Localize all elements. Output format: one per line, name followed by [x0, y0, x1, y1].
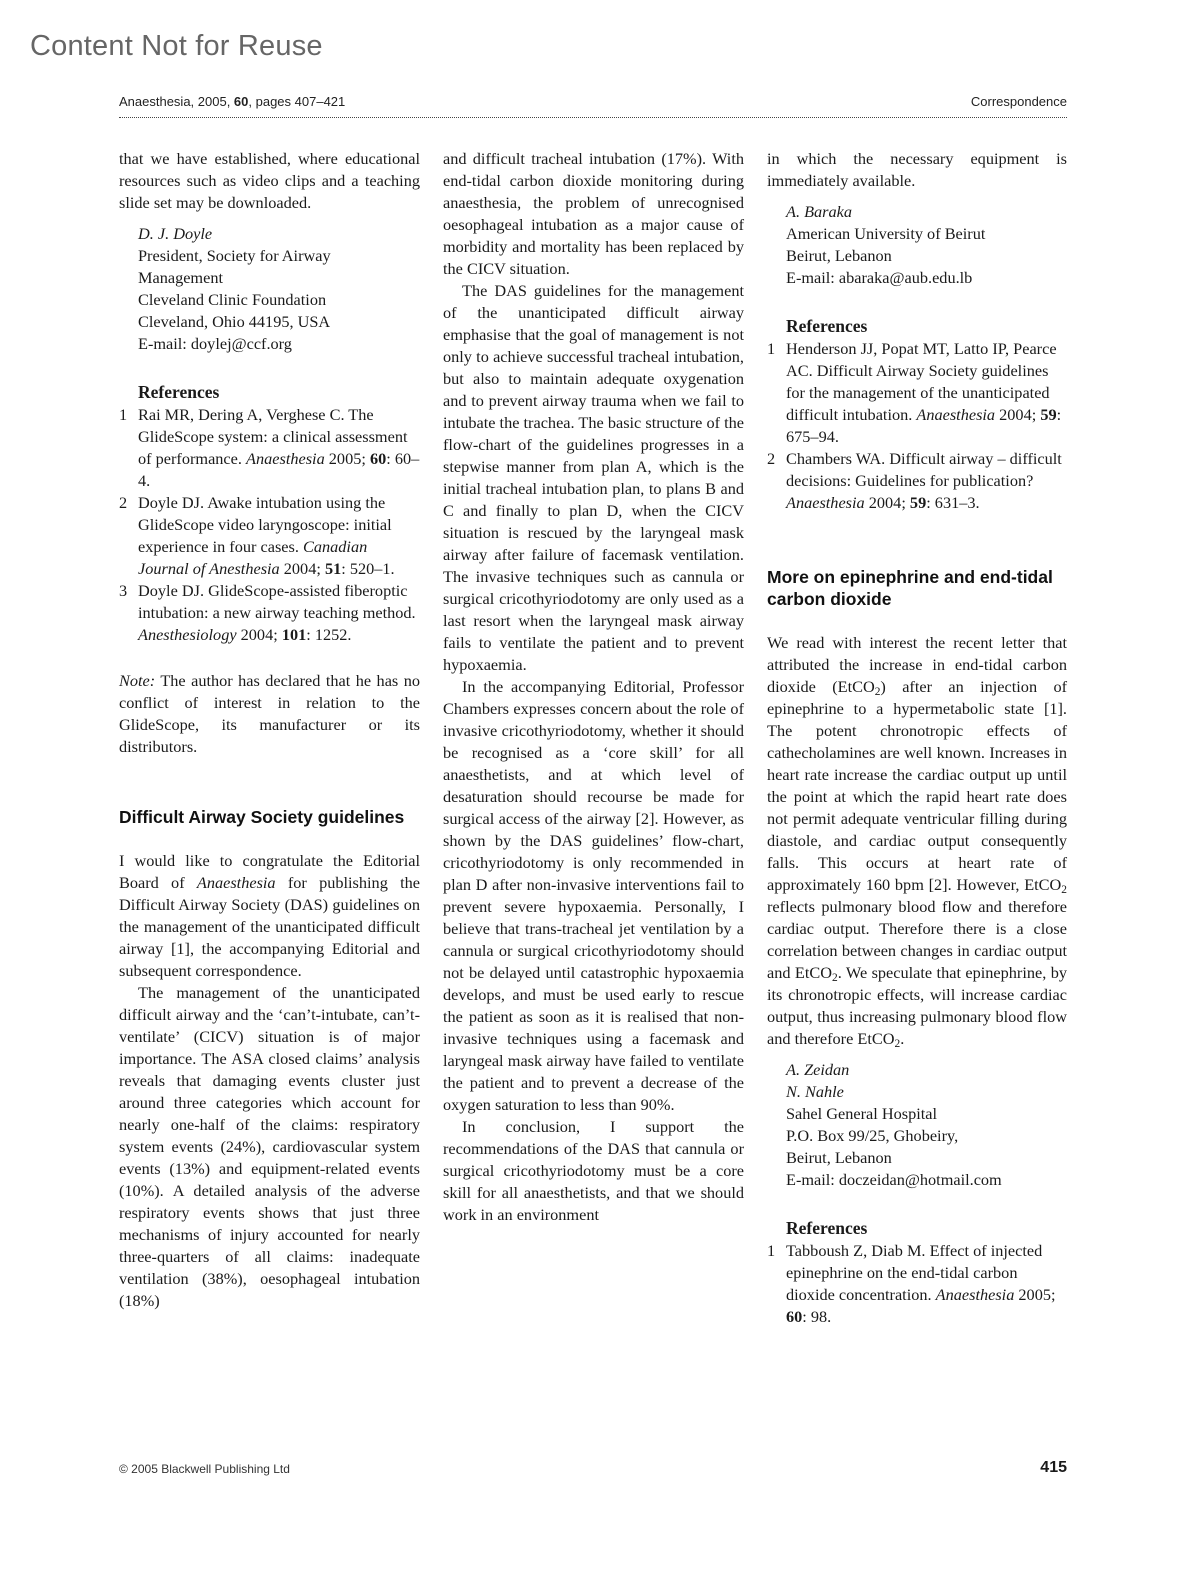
signature-doyle [138, 223, 420, 355]
body-paragraph: In the accompanying Editorial, Professor Chambers expresses concern about the role of invasive cricothyriodotomy, whether it should be recognised as a ‘core skill’ for all anaesthetists, and at which level of desaturation should recourse be made for surgical access of the airway [2]. However, as shown by the DAS guidelines’ flow-chart, cricothyriodotomy is only recommended in plan D after non-invasive interventions fail to prevent severe hypoxaemia. Personally, I believe that trans-tracheal jet ventilation by a cannula or surgical cricothyriodotomy should not be delayed until catastrophic hypoxaemia develops, and must be used early to rescue the patient as soon as it is realised that non-invasive techniques using a facemask and laryngeal mask airway have failed to ventilate the patient and to prevent a decrease of the oxygen saturation to less than 90%. [443, 677, 744, 1114]
reference-item: 1 Rai MR, Dering A, Verghese C. The GlideScope system: a clinical assessment of performance. Anaesthesia 2005; 60: 60–4. [119, 405, 420, 490]
watermark: Content Not for Reuse [30, 30, 323, 62]
affiliation-line: Cleveland Clinic Foundation [138, 290, 327, 309]
affiliation-line: Sahel General Hospital [786, 1104, 938, 1123]
references-heading: References [138, 382, 220, 402]
copyright-footer: © 2005 Blackwell Publishing Ltd [119, 1462, 290, 1476]
affiliation-line: Management [138, 268, 223, 287]
column-2 [443, 148, 744, 1226]
article-title: Difficult Airway Society guidelines [119, 807, 405, 827]
column-1 [119, 148, 420, 1312]
reference-item: 1 Henderson JJ, Popat MT, Latto IP, Pearce AC. Difficult Airway Society guidelines for the management of the unanticipated difficult intubation. Anaesthesia 2004; 59: 675–94. [767, 339, 1062, 446]
body-paragraph: in which the necessary equipment is immediately available. [767, 149, 1067, 190]
affiliation-line: Cleveland, Ohio 44195, USA [138, 312, 331, 331]
author-name: A. Zeidan [786, 1060, 850, 1079]
author-name: A. Baraka [786, 202, 853, 221]
references-heading: References [786, 316, 868, 336]
journal-citation: Anaesthesia, 2005, 60, pages 407–421 [119, 94, 346, 109]
affiliation-line: American University of Beirut [786, 224, 986, 243]
affiliation-line: President, Society for Airway [138, 246, 331, 265]
reference-item: 3 Doyle DJ. GlideScope-assisted fiberoptic intubation: a new airway teaching method. Anesthesiology 2004; 101: 1252. [119, 581, 416, 644]
header-rule [119, 117, 1067, 118]
body-paragraph: In conclusion, I support the recommendations of the DAS that cannula or surgical cricothyriodotomy must be a core skill for all anaesthetists, and that we should work in an environment [443, 1117, 744, 1224]
body-paragraph: I would like to congratulate the Editorial Board of Anaesthesia for publishing the Difficult Airway Society (DAS) guidelines on the management of the unanticipated difficult airway [1], the accompanying Editorial and subsequent correspondence. [119, 851, 420, 980]
signature-baraka [786, 201, 1067, 289]
article-title: More on epinephrine and end-tidal carbon dioxide [767, 567, 1053, 609]
references-heading: References [786, 1218, 868, 1238]
body-paragraph: and difficult tracheal intubation (17%). With end-tidal carbon dioxide monitoring during anaesthesia, the problem of unrecognised oesophageal intubation as a major cause of morbidity and mortality has been replaced by the CICV situation. [443, 149, 744, 278]
running-head [119, 94, 1067, 116]
author-name: N. Nahle [786, 1082, 844, 1101]
email-line: E-mail: doylej@ccf.org [138, 334, 292, 353]
body-paragraph: The DAS guidelines for the management of the unanticipated difficult airway emphasise that the goal of management is not only to achieve successful tracheal intubation, but also to maintain adequate oxygenation and to prevent airway trauma when we fail to intubate the trachea. The basic structure of the flow-chart of the guidelines progresses in a stepwise manner from plan A, which is the initial tracheal intubation plan, to plans B and C and finally to plan D, when the CICV situation is rescued by the laryngeal mask airway after failure of facemask ventilation. The invasive techniques such as cannula or surgical cricothyriodotomy are only used as a last resort when the laryngeal mask airway fails to ventilate the patient and to prevent hypoxaemia. [443, 281, 744, 674]
author-name: D. J. Doyle [138, 224, 213, 243]
conflict-note: Note: The author has declared that he has no conflict of interest in relation to the GlideScope, its manufacturer or its distributors. [119, 671, 420, 756]
affiliation-line: Beirut, Lebanon [786, 246, 892, 265]
body-paragraph: The management of the unanticipated difficult airway and the ‘can’t-intubate, can’t-ventilate’ (CICV) situation is of major importance. The ASA closed claims’ analysis reveals that damaging events cluster just around three categories which account for nearly one-half of the claims: respiratory system events (24%), cardiovascular system events (13%) and equipment-related events (10%). A detailed analysis of the adverse respiratory events shows that just three mechanisms of injury accounted for nearly three-quarters of all claims: inadequate ventilation (38%), oesophageal intubation (18%) [119, 983, 420, 1310]
affiliation-line: P.O. Box 99/25, Ghobeiry, [786, 1126, 959, 1145]
affiliation-line: Beirut, Lebanon [786, 1148, 892, 1167]
continuation-paragraph: that we have established, where educational resources such as video clips and a teaching slide set may be downloaded. [119, 149, 420, 212]
column-3 [767, 148, 1067, 1328]
body-paragraph: We read with interest the recent letter that attributed the increase in end-tidal carbon dioxide (EtCO$_2$) after an injection of epinephrine to a hypermetabolic state [1]. The potent chronotropic effects of cathecholamines are well known. Increases in heart rate increase the cardiac output up until the point at which the rapid heart rate does not permit adequate ventricular filling during diastole, and cardiac output consequently falls. This occurs at heart rate of approximately 160 bpm [2]. However, EtCO$_2$ reflects pulmonary blood flow and therefore cardiac output. Therefore there is a close correlation between changes in cardiac output and EtCO$_2$. We speculate that epinephrine, by its chronotropic effects, will increase cardiac output, thus increasing pulmonary blood flow and therefore EtCO$_2$. [767, 633, 1068, 1050]
reference-item: 2 Doyle DJ. Awake intubation using the GlideScope video laryngoscope: initial experience in four cases. Canadian Journal of Anesthesia 2004; 51: 520–1. [119, 493, 395, 578]
reference-item: 2 Chambers WA. Difficult airway – difficult decisions: Guidelines for publication? Anaesthesia 2004; 59: 631–3. [767, 449, 1062, 512]
email-line: E-mail: doczeidan@hotmail.com [786, 1170, 1002, 1189]
email-line: E-mail: abaraka@aub.edu.lb [786, 268, 973, 287]
signature-zeidan-nahle [786, 1059, 1067, 1191]
page-number: 415 [1040, 1459, 1067, 1476]
reference-item: 1 Tabboush Z, Diab M. Effect of injected epinephrine on the end-tidal carbon dioxide concentration. Anaesthesia 2005; 60: 98. [767, 1241, 1056, 1326]
section-label: Correspondence [970, 94, 1067, 109]
